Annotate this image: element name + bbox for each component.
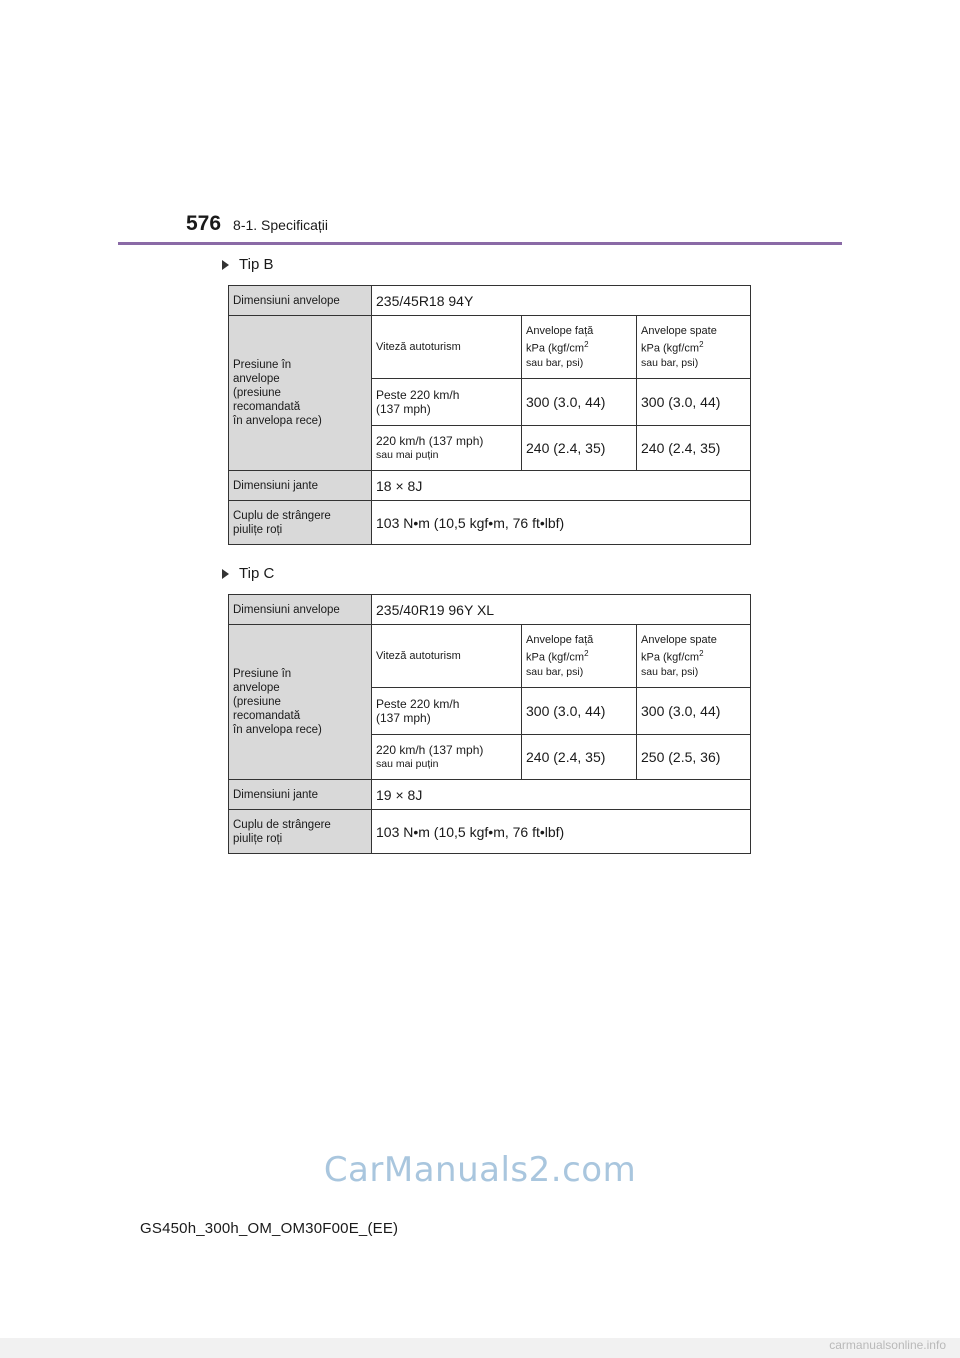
variant-b-label: Tip B [239,256,274,273]
speed-row-2: 220 km/h (137 mph) sau mai puțin [372,426,522,471]
speed-row-1: Peste 220 km/h (137 mph) [372,379,522,426]
table-row [229,810,751,854]
rear-pressure-1: 300 (3.0, 44) [637,688,751,735]
watermark-logo: CarManuals2.com [323,1150,637,1190]
rear-head: Anvelope spate kPa ($kgf/cm^2$ sau bar, psi) [637,625,751,688]
tire-size-label: Dimensiuni anvelope [229,286,372,316]
front-head: Anvelope față kPa ($kgf/cm^2$ sau bar, psi) [522,316,637,379]
arrow-right-icon [222,569,229,579]
variant-label-c [222,565,274,582]
site-link[interactable]: carmanualsonline.info [829,1338,946,1352]
arrow-right-icon [222,260,229,270]
torque-label: Cuplu de strângere piulițe roți [229,501,372,545]
tire-size-label: Dimensiuni anvelope [229,595,372,625]
table-row [229,501,751,545]
front-pressure-1: 300 (3.0, 44) [522,379,637,426]
tire-size-value: 235/45R18 94Y [372,286,751,316]
pressure-label: Presiune în anvelope (presiune recomandată în anvelopa rece) [229,316,372,471]
wheel-size-value: 18 × 8J [372,471,751,501]
variant-c-label: Tip C [239,565,275,582]
variant-label-b [222,256,273,273]
wheel-size-label: Dimensiuni jante [229,780,372,810]
pressure-label: Presiune în anvelope (presiune recomandată în anvelopa rece) [229,625,372,780]
speed-head: Viteză autoturism [372,316,522,379]
section-title: 8-1. Specificații [233,217,328,233]
rear-head: Anvelope spate kPa ($kgf/cm^2$ sau bar, psi) [637,316,751,379]
front-pressure-2: 240 (2.4, 35) [522,735,637,780]
header-rule [118,242,842,245]
wheel-size-label: Dimensiuni jante [229,471,372,501]
page-number: 576 [186,212,222,235]
table-row [229,471,751,501]
speed-head: Viteză autoturism [372,625,522,688]
rear-pressure-2: 250 (2.5, 36) [637,735,751,780]
speed-row-2: 220 km/h (137 mph) sau mai puțin [372,735,522,780]
page-header [186,212,328,236]
rear-pressure-2: 240 (2.4, 35) [637,426,751,471]
table-row [229,595,751,625]
bottom-strip [0,1338,960,1358]
speed-row-1: Peste 220 km/h (137 mph) [372,688,522,735]
tire-size-value: 235/40R19 96Y XL [372,595,751,625]
table-row [229,625,751,688]
table-row [229,316,751,379]
front-head: Anvelope față kPa ($kgf/cm^2$ sau bar, psi) [522,625,637,688]
torque-value: 103 N•m (10,5 kgf•m, 76 ft•lbf) [372,810,751,854]
rear-pressure-1: 300 (3.0, 44) [637,379,751,426]
spec-table-c [228,594,751,854]
torque-value: 103 N•m (10,5 kgf•m, 76 ft•lbf) [372,501,751,545]
table-row [229,286,751,316]
spec-table-b [228,285,751,545]
torque-label: Cuplu de strângere piulițe roți [229,810,372,854]
wheel-size-value: 19 × 8J [372,780,751,810]
front-pressure-1: 300 (3.0, 44) [522,688,637,735]
table-row [229,780,751,810]
front-pressure-2: 240 (2.4, 35) [522,426,637,471]
document-code: GS450h_300h_OM_OM30F00E_(EE) [140,1220,399,1237]
